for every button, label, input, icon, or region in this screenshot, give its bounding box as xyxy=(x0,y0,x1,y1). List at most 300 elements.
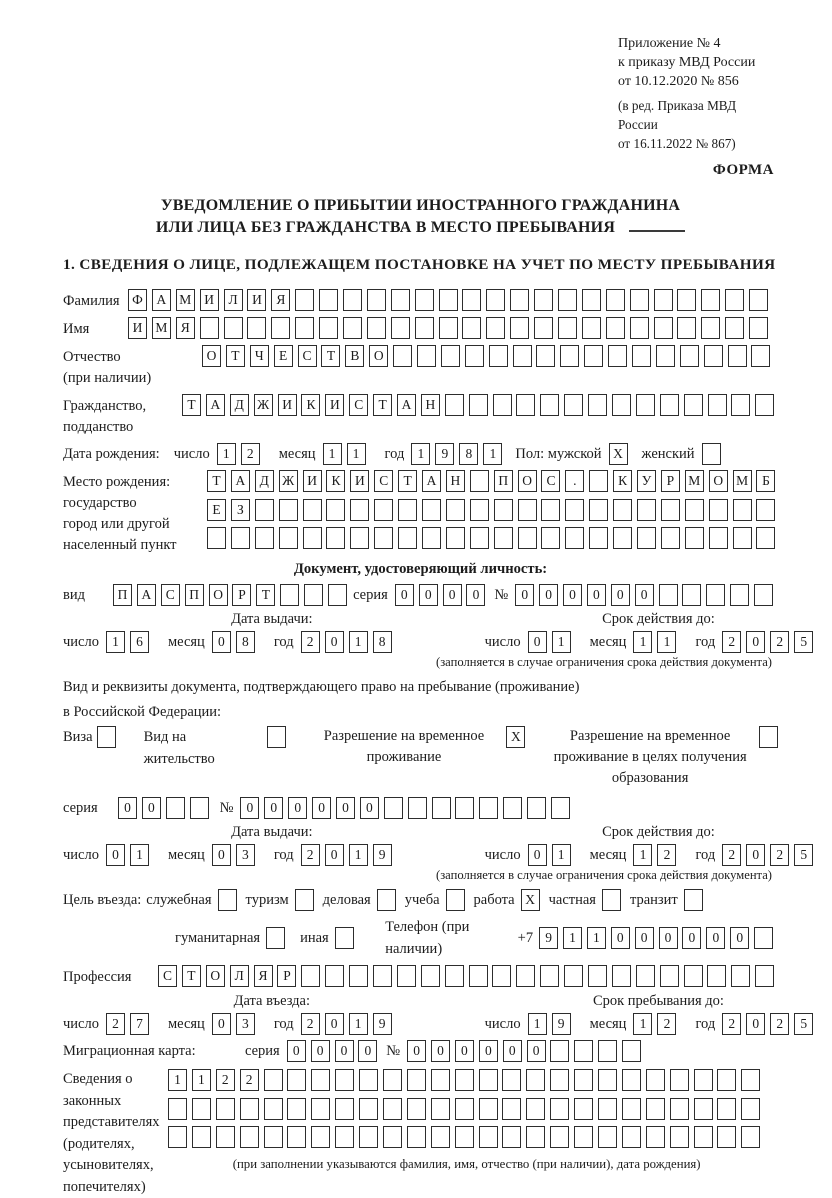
char-cell[interactable]: 0 xyxy=(659,927,678,949)
char-cell[interactable]: 0 xyxy=(335,1040,354,1062)
char-cell[interactable]: С xyxy=(158,965,177,987)
char-cell[interactable] xyxy=(415,317,434,339)
char-cell[interactable]: М xyxy=(685,470,704,492)
char-cell[interactable]: 9 xyxy=(552,1013,571,1035)
char-cell[interactable]: . xyxy=(565,470,584,492)
char-cell[interactable] xyxy=(255,527,274,549)
char-cell[interactable] xyxy=(670,1126,689,1148)
char-cell[interactable]: 0 xyxy=(311,1040,330,1062)
char-cell[interactable]: Т xyxy=(182,965,201,987)
char-cell[interactable]: Ч xyxy=(250,345,269,367)
char-cell[interactable]: 0 xyxy=(118,797,137,819)
char-cell[interactable] xyxy=(564,394,583,416)
char-cell[interactable]: Д xyxy=(230,394,249,416)
char-cell[interactable] xyxy=(470,499,489,521)
char-cell[interactable]: Ф xyxy=(128,289,147,311)
temp-permit-edu-checkbox[interactable] xyxy=(759,726,778,748)
char-cell[interactable]: 1 xyxy=(411,443,430,465)
char-cell[interactable]: О xyxy=(709,470,728,492)
char-cell[interactable] xyxy=(741,1098,760,1120)
char-cell[interactable]: 8 xyxy=(236,631,255,653)
char-cell[interactable] xyxy=(295,317,314,339)
char-cell[interactable] xyxy=(541,499,560,521)
char-cell[interactable]: 0 xyxy=(455,1040,474,1062)
char-cell[interactable]: 0 xyxy=(466,584,485,606)
char-cell[interactable]: 0 xyxy=(746,1013,765,1035)
char-cell[interactable]: 0 xyxy=(407,1040,426,1062)
char-cell[interactable]: 0 xyxy=(587,584,606,606)
char-cell[interactable] xyxy=(550,1069,569,1091)
char-cell[interactable] xyxy=(755,394,774,416)
char-cell[interactable]: 2 xyxy=(216,1069,235,1091)
char-cell[interactable]: 1 xyxy=(552,631,571,653)
char-cell[interactable]: М xyxy=(152,317,171,339)
char-cell[interactable] xyxy=(660,394,679,416)
char-cell[interactable] xyxy=(240,1126,259,1148)
char-cell[interactable]: 0 xyxy=(746,631,765,653)
char-cell[interactable]: Т xyxy=(321,345,340,367)
char-cell[interactable]: А xyxy=(422,470,441,492)
char-cell[interactable]: 1 xyxy=(528,1013,547,1035)
char-cell[interactable] xyxy=(756,499,775,521)
char-cell[interactable] xyxy=(494,527,513,549)
char-cell[interactable] xyxy=(550,1040,569,1062)
char-cell[interactable] xyxy=(192,1126,211,1148)
char-cell[interactable] xyxy=(326,527,345,549)
char-cell[interactable] xyxy=(685,527,704,549)
char-cell[interactable] xyxy=(335,1069,354,1091)
char-cell[interactable]: 1 xyxy=(217,443,236,465)
char-cell[interactable] xyxy=(439,289,458,311)
char-cell[interactable]: 0 xyxy=(212,1013,231,1035)
char-cell[interactable] xyxy=(408,797,427,819)
char-cell[interactable] xyxy=(432,797,451,819)
char-cell[interactable] xyxy=(492,965,511,987)
char-cell[interactable] xyxy=(654,289,673,311)
char-cell[interactable] xyxy=(636,394,655,416)
char-cell[interactable] xyxy=(407,1069,426,1091)
char-cell[interactable] xyxy=(540,965,559,987)
char-cell[interactable] xyxy=(684,965,703,987)
char-cell[interactable] xyxy=(240,1098,259,1120)
char-cell[interactable]: 0 xyxy=(325,1013,344,1035)
char-cell[interactable] xyxy=(632,345,651,367)
char-cell[interactable] xyxy=(730,584,749,606)
char-cell[interactable] xyxy=(359,1126,378,1148)
char-cell[interactable]: В xyxy=(345,345,364,367)
char-cell[interactable]: 0 xyxy=(611,584,630,606)
char-cell[interactable] xyxy=(328,584,347,606)
char-cell[interactable] xyxy=(439,317,458,339)
char-cell[interactable] xyxy=(319,317,338,339)
char-cell[interactable] xyxy=(677,317,696,339)
char-cell[interactable]: С xyxy=(298,345,317,367)
char-cell[interactable] xyxy=(349,965,368,987)
official-checkbox[interactable] xyxy=(218,889,237,911)
char-cell[interactable] xyxy=(397,965,416,987)
char-cell[interactable] xyxy=(534,289,553,311)
char-cell[interactable] xyxy=(565,499,584,521)
char-cell[interactable] xyxy=(717,1126,736,1148)
char-cell[interactable] xyxy=(271,317,290,339)
char-cell[interactable] xyxy=(304,584,323,606)
char-cell[interactable]: 2 xyxy=(770,1013,789,1035)
char-cell[interactable]: 2 xyxy=(770,844,789,866)
char-cell[interactable] xyxy=(383,1098,402,1120)
char-cell[interactable] xyxy=(709,499,728,521)
char-cell[interactable]: 0 xyxy=(443,584,462,606)
char-cell[interactable]: И xyxy=(303,470,322,492)
char-cell[interactable] xyxy=(680,345,699,367)
char-cell[interactable] xyxy=(279,499,298,521)
char-cell[interactable] xyxy=(733,527,752,549)
char-cell[interactable]: 1 xyxy=(347,443,366,465)
char-cell[interactable] xyxy=(749,289,768,311)
char-cell[interactable] xyxy=(606,289,625,311)
char-cell[interactable] xyxy=(622,1098,641,1120)
char-cell[interactable] xyxy=(279,527,298,549)
char-cell[interactable]: С xyxy=(161,584,180,606)
char-cell[interactable] xyxy=(598,1040,617,1062)
char-cell[interactable]: Б xyxy=(756,470,775,492)
char-cell[interactable]: 2 xyxy=(657,1013,676,1035)
char-cell[interactable]: 2 xyxy=(241,443,260,465)
char-cell[interactable] xyxy=(622,1040,641,1062)
char-cell[interactable]: О xyxy=(369,345,388,367)
char-cell[interactable] xyxy=(301,965,320,987)
char-cell[interactable]: 0 xyxy=(395,584,414,606)
char-cell[interactable] xyxy=(391,289,410,311)
char-cell[interactable]: Р xyxy=(232,584,251,606)
char-cell[interactable] xyxy=(558,289,577,311)
char-cell[interactable]: И xyxy=(128,317,147,339)
sex-female-checkbox[interactable] xyxy=(702,443,721,465)
char-cell[interactable]: 0 xyxy=(635,584,654,606)
char-cell[interactable] xyxy=(661,527,680,549)
char-cell[interactable] xyxy=(526,1069,545,1091)
char-cell[interactable]: Р xyxy=(661,470,680,492)
char-cell[interactable] xyxy=(493,394,512,416)
char-cell[interactable]: 0 xyxy=(479,1040,498,1062)
char-cell[interactable]: 1 xyxy=(563,927,582,949)
char-cell[interactable] xyxy=(216,1126,235,1148)
char-cell[interactable] xyxy=(462,289,481,311)
char-cell[interactable]: 0 xyxy=(325,844,344,866)
char-cell[interactable]: 1 xyxy=(552,844,571,866)
char-cell[interactable] xyxy=(422,499,441,521)
char-cell[interactable] xyxy=(367,317,386,339)
char-cell[interactable]: И xyxy=(325,394,344,416)
char-cell[interactable] xyxy=(709,527,728,549)
char-cell[interactable] xyxy=(479,1126,498,1148)
char-cell[interactable]: 3 xyxy=(236,844,255,866)
humanitarian-checkbox[interactable] xyxy=(266,927,285,949)
char-cell[interactable]: И xyxy=(200,289,219,311)
char-cell[interactable] xyxy=(415,289,434,311)
char-cell[interactable] xyxy=(717,1098,736,1120)
char-cell[interactable] xyxy=(704,345,723,367)
char-cell[interactable]: А xyxy=(231,470,250,492)
char-cell[interactable]: 2 xyxy=(722,1013,741,1035)
char-cell[interactable] xyxy=(694,1098,713,1120)
char-cell[interactable] xyxy=(694,1126,713,1148)
char-cell[interactable] xyxy=(455,1069,474,1091)
char-cell[interactable] xyxy=(551,797,570,819)
char-cell[interactable] xyxy=(374,527,393,549)
char-cell[interactable] xyxy=(516,965,535,987)
char-cell[interactable]: К xyxy=(613,470,632,492)
char-cell[interactable]: 5 xyxy=(794,844,813,866)
char-cell[interactable] xyxy=(518,499,537,521)
char-cell[interactable]: Т xyxy=(226,345,245,367)
char-cell[interactable]: 5 xyxy=(794,631,813,653)
char-cell[interactable] xyxy=(598,1126,617,1148)
transit-checkbox[interactable] xyxy=(684,889,703,911)
char-cell[interactable] xyxy=(384,797,403,819)
char-cell[interactable] xyxy=(374,499,393,521)
char-cell[interactable] xyxy=(502,1069,521,1091)
char-cell[interactable] xyxy=(630,317,649,339)
char-cell[interactable] xyxy=(707,965,726,987)
char-cell[interactable]: 8 xyxy=(459,443,478,465)
char-cell[interactable]: О xyxy=(206,965,225,987)
char-cell[interactable] xyxy=(311,1126,330,1148)
char-cell[interactable] xyxy=(701,317,720,339)
char-cell[interactable]: М xyxy=(733,470,752,492)
char-cell[interactable] xyxy=(670,1069,689,1091)
char-cell[interactable] xyxy=(731,394,750,416)
char-cell[interactable]: 0 xyxy=(212,631,231,653)
char-cell[interactable]: Л xyxy=(224,289,243,311)
char-cell[interactable]: 0 xyxy=(563,584,582,606)
char-cell[interactable]: 0 xyxy=(515,584,534,606)
char-cell[interactable]: 1 xyxy=(349,844,368,866)
char-cell[interactable] xyxy=(350,499,369,521)
char-cell[interactable] xyxy=(622,1069,641,1091)
char-cell[interactable] xyxy=(335,1098,354,1120)
char-cell[interactable] xyxy=(280,584,299,606)
char-cell[interactable] xyxy=(421,965,440,987)
char-cell[interactable] xyxy=(526,1126,545,1148)
char-cell[interactable] xyxy=(510,289,529,311)
char-cell[interactable]: 8 xyxy=(373,631,392,653)
char-cell[interactable]: 1 xyxy=(192,1069,211,1091)
char-cell[interactable] xyxy=(335,1126,354,1148)
char-cell[interactable] xyxy=(749,317,768,339)
char-cell[interactable]: А xyxy=(137,584,156,606)
char-cell[interactable] xyxy=(383,1126,402,1148)
char-cell[interactable]: И xyxy=(247,289,266,311)
char-cell[interactable]: А xyxy=(397,394,416,416)
char-cell[interactable] xyxy=(574,1098,593,1120)
char-cell[interactable]: 0 xyxy=(682,927,701,949)
char-cell[interactable] xyxy=(741,1069,760,1091)
char-cell[interactable] xyxy=(659,584,678,606)
char-cell[interactable] xyxy=(489,345,508,367)
char-cell[interactable] xyxy=(540,394,559,416)
char-cell[interactable] xyxy=(359,1098,378,1120)
char-cell[interactable]: 2 xyxy=(301,844,320,866)
tourism-checkbox[interactable] xyxy=(295,889,314,911)
char-cell[interactable] xyxy=(584,345,603,367)
char-cell[interactable]: 0 xyxy=(264,797,283,819)
char-cell[interactable] xyxy=(660,965,679,987)
char-cell[interactable] xyxy=(407,1098,426,1120)
char-cell[interactable]: Н xyxy=(421,394,440,416)
char-cell[interactable]: 1 xyxy=(168,1069,187,1091)
other-checkbox[interactable] xyxy=(335,927,354,949)
char-cell[interactable]: 1 xyxy=(657,631,676,653)
char-cell[interactable]: 0 xyxy=(142,797,161,819)
char-cell[interactable] xyxy=(755,965,774,987)
char-cell[interactable]: 1 xyxy=(130,844,149,866)
char-cell[interactable] xyxy=(731,965,750,987)
char-cell[interactable] xyxy=(516,394,535,416)
char-cell[interactable] xyxy=(612,965,631,987)
business-checkbox[interactable] xyxy=(377,889,396,911)
char-cell[interactable] xyxy=(613,499,632,521)
char-cell[interactable] xyxy=(510,317,529,339)
char-cell[interactable] xyxy=(598,1069,617,1091)
char-cell[interactable] xyxy=(494,499,513,521)
char-cell[interactable] xyxy=(661,499,680,521)
char-cell[interactable] xyxy=(446,527,465,549)
char-cell[interactable] xyxy=(287,1098,306,1120)
char-cell[interactable] xyxy=(295,289,314,311)
char-cell[interactable] xyxy=(536,345,555,367)
char-cell[interactable]: Т xyxy=(373,394,392,416)
char-cell[interactable]: 2 xyxy=(722,844,741,866)
char-cell[interactable]: 1 xyxy=(633,844,652,866)
char-cell[interactable] xyxy=(264,1098,283,1120)
char-cell[interactable]: 3 xyxy=(236,1013,255,1035)
char-cell[interactable]: 2 xyxy=(240,1069,259,1091)
char-cell[interactable]: Ж xyxy=(254,394,273,416)
char-cell[interactable]: 0 xyxy=(287,1040,306,1062)
char-cell[interactable] xyxy=(462,317,481,339)
char-cell[interactable]: 7 xyxy=(130,1013,149,1035)
char-cell[interactable]: 1 xyxy=(349,1013,368,1035)
char-cell[interactable] xyxy=(706,584,725,606)
char-cell[interactable] xyxy=(373,965,392,987)
char-cell[interactable] xyxy=(541,527,560,549)
char-cell[interactable]: 0 xyxy=(240,797,259,819)
char-cell[interactable]: А xyxy=(206,394,225,416)
char-cell[interactable] xyxy=(612,394,631,416)
char-cell[interactable] xyxy=(431,1098,450,1120)
char-cell[interactable] xyxy=(550,1098,569,1120)
char-cell[interactable]: 1 xyxy=(483,443,502,465)
char-cell[interactable] xyxy=(503,797,522,819)
char-cell[interactable]: Я xyxy=(176,317,195,339)
char-cell[interactable] xyxy=(224,317,243,339)
char-cell[interactable] xyxy=(502,1126,521,1148)
char-cell[interactable] xyxy=(588,965,607,987)
char-cell[interactable] xyxy=(684,394,703,416)
char-cell[interactable] xyxy=(192,1098,211,1120)
char-cell[interactable] xyxy=(751,345,770,367)
char-cell[interactable] xyxy=(431,1126,450,1148)
char-cell[interactable] xyxy=(708,394,727,416)
char-cell[interactable]: 0 xyxy=(212,844,231,866)
char-cell[interactable] xyxy=(391,317,410,339)
char-cell[interactable] xyxy=(534,317,553,339)
sex-male-checkbox[interactable]: X xyxy=(609,443,628,465)
char-cell[interactable] xyxy=(287,1126,306,1148)
char-cell[interactable]: О xyxy=(202,345,221,367)
char-cell[interactable]: И xyxy=(278,394,297,416)
char-cell[interactable] xyxy=(231,527,250,549)
char-cell[interactable] xyxy=(326,499,345,521)
visa-checkbox[interactable] xyxy=(97,726,116,748)
char-cell[interactable] xyxy=(574,1040,593,1062)
char-cell[interactable]: З xyxy=(231,499,250,521)
char-cell[interactable] xyxy=(393,345,412,367)
char-cell[interactable] xyxy=(733,499,752,521)
char-cell[interactable]: 0 xyxy=(360,797,379,819)
char-cell[interactable] xyxy=(303,499,322,521)
char-cell[interactable] xyxy=(685,499,704,521)
char-cell[interactable]: Л xyxy=(230,965,249,987)
temp-permit-checkbox[interactable]: X xyxy=(506,726,525,748)
char-cell[interactable]: 1 xyxy=(633,1013,652,1035)
char-cell[interactable]: 0 xyxy=(312,797,331,819)
char-cell[interactable] xyxy=(455,1098,474,1120)
char-cell[interactable] xyxy=(486,317,505,339)
char-cell[interactable] xyxy=(588,394,607,416)
char-cell[interactable]: Т xyxy=(182,394,201,416)
char-cell[interactable] xyxy=(646,1126,665,1148)
char-cell[interactable]: О xyxy=(209,584,228,606)
char-cell[interactable]: 0 xyxy=(336,797,355,819)
char-cell[interactable] xyxy=(637,499,656,521)
char-cell[interactable] xyxy=(383,1069,402,1091)
char-cell[interactable] xyxy=(677,289,696,311)
char-cell[interactable]: Ж xyxy=(279,470,298,492)
char-cell[interactable]: С xyxy=(541,470,560,492)
char-cell[interactable] xyxy=(589,499,608,521)
char-cell[interactable] xyxy=(717,1069,736,1091)
char-cell[interactable] xyxy=(565,527,584,549)
char-cell[interactable] xyxy=(465,345,484,367)
char-cell[interactable] xyxy=(682,584,701,606)
char-cell[interactable]: Н xyxy=(446,470,465,492)
char-cell[interactable] xyxy=(470,470,489,492)
char-cell[interactable] xyxy=(469,394,488,416)
study-checkbox[interactable] xyxy=(446,889,465,911)
char-cell[interactable]: 0 xyxy=(539,584,558,606)
char-cell[interactable] xyxy=(558,317,577,339)
char-cell[interactable]: 2 xyxy=(722,631,741,653)
char-cell[interactable] xyxy=(574,1069,593,1091)
char-cell[interactable] xyxy=(303,527,322,549)
char-cell[interactable]: 0 xyxy=(527,1040,546,1062)
char-cell[interactable]: А xyxy=(152,289,171,311)
char-cell[interactable]: 2 xyxy=(657,844,676,866)
char-cell[interactable] xyxy=(367,289,386,311)
char-cell[interactable] xyxy=(445,965,464,987)
char-cell[interactable]: 9 xyxy=(373,1013,392,1035)
char-cell[interactable] xyxy=(311,1098,330,1120)
char-cell[interactable] xyxy=(654,317,673,339)
char-cell[interactable]: 0 xyxy=(358,1040,377,1062)
char-cell[interactable] xyxy=(446,499,465,521)
char-cell[interactable] xyxy=(431,1069,450,1091)
char-cell[interactable] xyxy=(216,1098,235,1120)
char-cell[interactable] xyxy=(417,345,436,367)
char-cell[interactable]: 0 xyxy=(635,927,654,949)
char-cell[interactable] xyxy=(168,1098,187,1120)
